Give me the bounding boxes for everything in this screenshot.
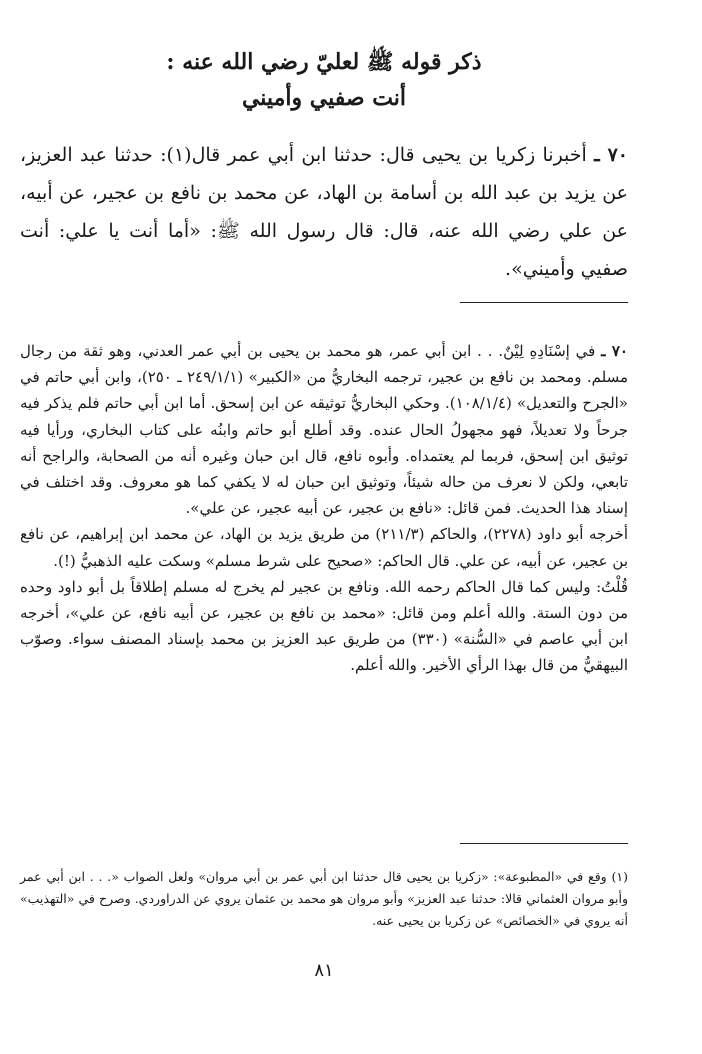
hadith-text-block: [20, 136, 628, 288]
commentary-block: [20, 338, 628, 679]
heading-line-1: ذكر قوله ﷺ لعليّ رضي الله عنه :: [166, 49, 482, 75]
footnote-text: وقع في «المطبوعة»: «زكريا بن يحيى قال حدثنا ابن أبي عمر بن أبي مروان» ولعل الصواب «. . . ابن أبي عمر وأبو مروان العثماني قالا: حدثنا عبد العزيز» وأبو مروان هو محمد بن عثمان يروي عن الدراوردي. وصرح في «التهذيب» أنه يروي في «الخصائص» عن زكريا بن يحيى عنه.: [20, 869, 628, 928]
heading-line-2: أنت صفيي وأميني: [241, 85, 407, 111]
hadith-number: ٧٠ ـ: [594, 144, 628, 166]
commentary-paragraph: [20, 338, 628, 521]
book-page: [20, 0, 628, 1054]
footnote-marker: (١): [611, 869, 628, 884]
page-number: ٨١: [314, 960, 334, 981]
footnote: [20, 866, 628, 932]
chapter-heading: [20, 44, 628, 116]
commentary-paragraph: قُلْتُ: وليس كما قال الحاكم رحمه الله. ونافع بن عجير لم يخرج له مسلم إطلاقاً بل أبو داود وحده من دون الستة. والله أعلم ومن قائل: «محمد بن نافع بن عجير، عن أبيه نافع، عن علي»، أخرجه ابن أبي عاصم في «السُّنة» (٣٣٠) من طريق عبد العزيز بن محمد بإسناد المصنف سواء. وصوّب البيهقيُّ من قال بهذا الرأي الأخير. والله أعلم.: [20, 577, 628, 675]
commentary-number: ٧٠ ـ: [601, 342, 628, 360]
footnote-divider: [460, 843, 628, 844]
commentary-text: في إسْنَادِهِ لِيْنٌ. . . ابن أبي عمر، هو محمد بن يحيى بن أبي عمر العدني، وهو ثقة من رجال مسلم. ومحمد بن نافع بن عجير، ترجمه البخاريُّ من «الكبير» (٢٤٩/١/١ ـ ٢٥٠)، وابن أبي حاتم في «الجرح والتعديل» (١٠٨/١/٤). وحكي البخاريُّ توثيقه عن ابن إسحق. أما ابن أبي حاتم فلم يذكر فيه جرحاً ولا تعديلاً، فهو مجهولُ الحال عنده. وقد أطلع أبو حاتم وابنُه على كتاب البخاري، ورأيا فيه توثيق ابن إسحق، فربما لم يعتمداه. وأبوه نافع، قال ابن حبان وغيره أنه من الصحابة، والراجح أنه تابعي، ولكن لا نعرف من حاله شيئاً، وتوثيق ابن حبان له لا يكفي كما هو معروف. وقد اختلف في إسناد هذا الحديث. فمن قائل: «نافع بن عجير، عن أبيه عجير، عن علي».: [20, 342, 628, 518]
commentary-paragraph: أخرجه أبو داود (٢٢٧٨)، والحاكم (٢١١/٣) من طريق يزيد بن الهاد، عن محمد ابن إبراهيم، عن نافع بن عجير، عن أبيه، عن علي. قال الحاكم: «صحيح على شرط مسلم» وسكت عليه الذهبيُّ (!).: [20, 525, 628, 570]
hadith-body: أخبرنا زكريا بن يحيى قال: حدثنا ابن أبي عمر قال(١): حدثنا عبد العزيز، عن يزيد بن عبد الله بن أسامة بن الهاد، عن محمد بن نافع بن عجير، عن أبيه، عن علي رضي الله عنه، قال: قال رسول الله ﷺ: «أما أنت يا علي: أنت صفيي وأميني».: [20, 144, 628, 280]
section-divider: [460, 302, 628, 303]
